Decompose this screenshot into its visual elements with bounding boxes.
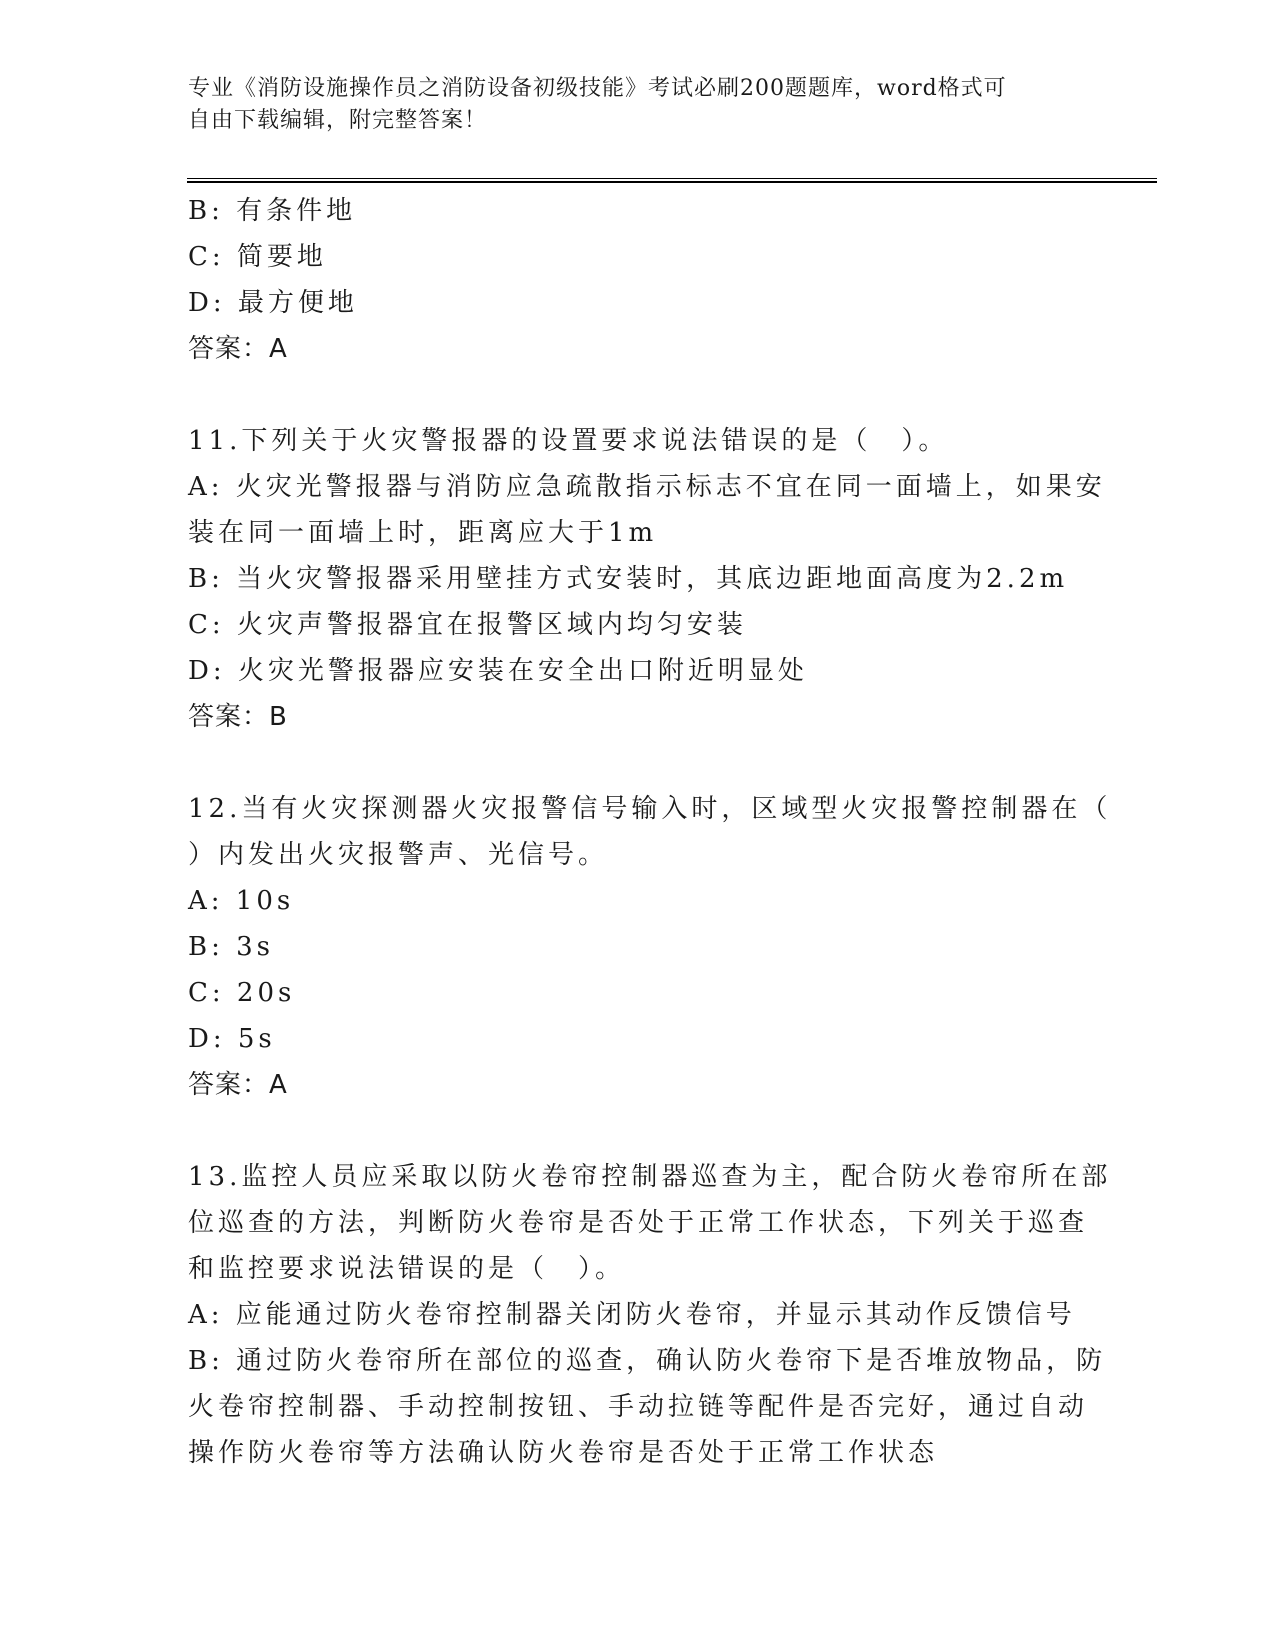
option-a: A: 应能通过防火卷帘控制器关闭防火卷帘，并显示其动作反馈信号 bbox=[188, 1300, 1076, 1330]
question-stem: 12.当有火灾探测器火灾报警信号输入时，区域型火灾报警控制器在（ bbox=[188, 794, 1112, 824]
spacer bbox=[188, 740, 1088, 786]
question-stem: 11.下列关于火灾警报器的设置要求说法错误的是（ ）。 bbox=[188, 426, 949, 456]
option-b-continued: 操作防火卷帘等方法确认防火卷帘是否处于正常工作状态 bbox=[188, 1438, 939, 1468]
header-line-1: 专业《消防设施操作员之消防设备初级技能》考试必刷200题题库，word格式可 bbox=[188, 76, 1007, 101]
answer-line: 答案：B bbox=[188, 702, 288, 732]
question-11 bbox=[188, 418, 1106, 740]
option-b: B: 当火灾警报器采用壁挂方式安装时，其底边距地面高度为2.2m bbox=[188, 564, 1069, 594]
option-b: B: 有条件地 bbox=[188, 196, 357, 226]
option-d: D: 5s bbox=[188, 1024, 276, 1054]
answer-line: 答案：A bbox=[188, 334, 288, 364]
question-stem: 13.监控人员应采取以防火卷帘控制器巡查为主，配合防火卷帘所在部 bbox=[188, 1162, 1112, 1192]
page-header bbox=[188, 73, 1088, 137]
question-10-tail bbox=[188, 188, 1088, 372]
option-a-continued: 装在同一面墙上时，距离应大于1m bbox=[188, 518, 658, 548]
question-stem-continued: 位巡查的方法，判断防火卷帘是否处于正常工作状态，下列关于巡查 bbox=[188, 1208, 1089, 1238]
option-a: A: 10s bbox=[188, 886, 295, 916]
option-b: B: 3s bbox=[188, 932, 275, 962]
question-stem-continued: 和监控要求说法错误的是（ ）。 bbox=[188, 1254, 626, 1284]
option-b: B: 通过防火卷帘所在部位的巡查，确认防火卷帘下是否堆放物品，防 bbox=[188, 1346, 1107, 1376]
spacer bbox=[188, 372, 1088, 418]
document-body bbox=[188, 188, 1112, 1476]
option-c: C: 火灾声警报器宜在报警区域内均匀安装 bbox=[188, 610, 747, 640]
option-c: C: 20s bbox=[188, 978, 296, 1008]
option-c: C: 简要地 bbox=[188, 242, 327, 272]
question-12 bbox=[188, 786, 1112, 1108]
header-rule-thin bbox=[187, 178, 1157, 179]
question-stem-continued: ）内发出火灾报警声、光信号。 bbox=[188, 840, 609, 870]
spacer bbox=[188, 1108, 1088, 1154]
question-13 bbox=[188, 1154, 1112, 1476]
answer-line: 答案：A bbox=[188, 1070, 288, 1100]
option-d: D: 火灾光警报器应安装在安全出口附近明显处 bbox=[188, 656, 808, 686]
option-d: D: 最方便地 bbox=[188, 288, 358, 318]
header-line-2: 自由下载编辑，附完整答案！ bbox=[188, 108, 488, 133]
header-rule-thick bbox=[187, 181, 1157, 183]
option-a: A: 火灾光警报器与消防应急疏散指示标志不宜在同一面墙上，如果安 bbox=[188, 472, 1106, 502]
option-b-continued: 火卷帘控制器、手动控制按钮、手动拉链等配件是否完好，通过自动 bbox=[188, 1392, 1089, 1422]
